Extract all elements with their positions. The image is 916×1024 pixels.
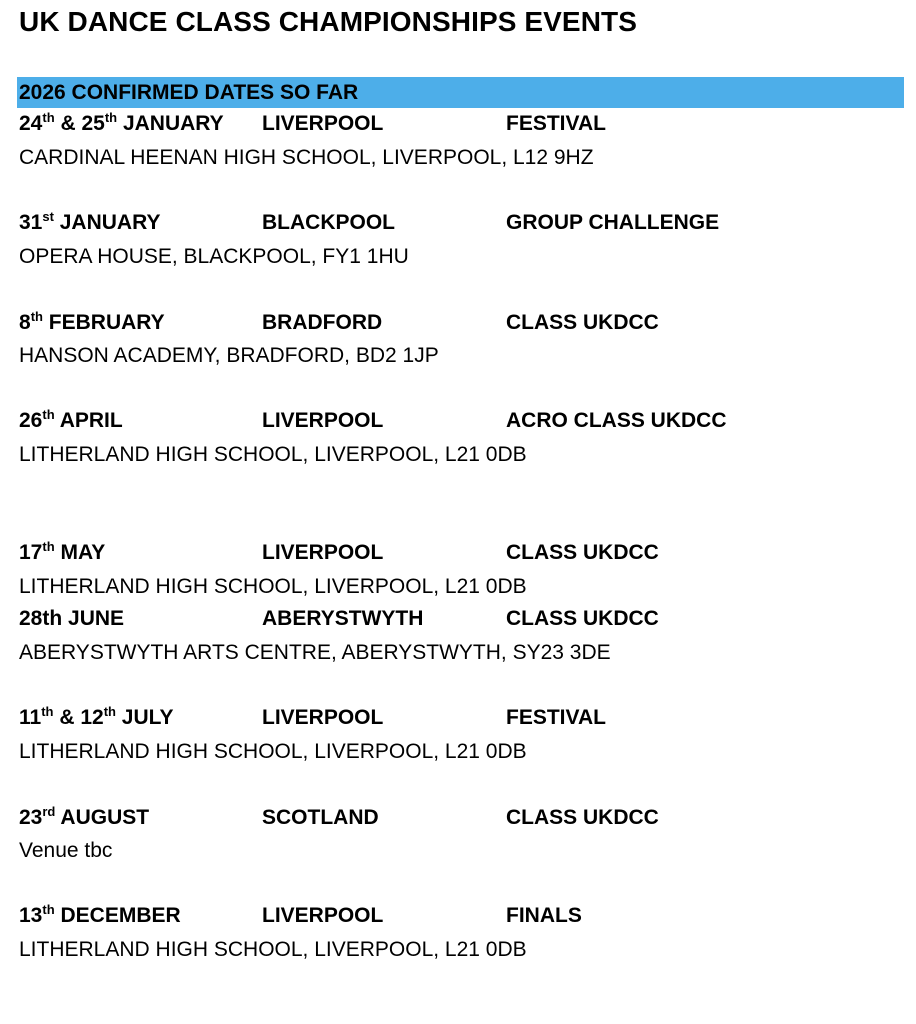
event-type: GROUP CHALLENGE [506, 211, 720, 234]
event-heading [19, 112, 899, 142]
event-city: LIVERPOOL [262, 904, 384, 927]
event-date: 23rd AUGUST [19, 804, 150, 829]
event-date: 28th JUNE [19, 607, 125, 630]
event-venue: OPERA HOUSE, BLACKPOOL, FY1 1HU [19, 245, 409, 268]
event-venue: CARDINAL HEENAN HIGH SCHOOL, LIVERPOOL, L12 9HZ [19, 146, 594, 169]
event-date: 17th MAY [19, 539, 106, 564]
event-date: 31st JANUARY [19, 209, 161, 234]
event-heading [19, 211, 899, 241]
page-title: UK DANCE CLASS CHAMPIONSHIPS EVENTS [19, 6, 638, 37]
event-heading [19, 904, 899, 934]
event-type: FESTIVAL [506, 706, 606, 729]
event-type: CLASS UKDCC [506, 607, 659, 630]
event-heading [19, 706, 899, 736]
event-city: LIVERPOOL [262, 112, 384, 135]
event-venue: HANSON ACADEMY, BRADFORD, BD2 1JP [19, 344, 439, 367]
event-venue: ABERYSTWYTH ARTS CENTRE, ABERYSTWYTH, SY23 3DE [19, 641, 611, 664]
event-city: LIVERPOOL [262, 706, 384, 729]
event-city: ABERYSTWYTH [262, 607, 424, 630]
event-date: 24th & 25th JANUARY [19, 110, 224, 135]
event-venue: Venue tbc [19, 839, 113, 862]
event-city: LIVERPOOL [262, 541, 384, 564]
event-type: ACRO CLASS UKDCC [506, 409, 727, 432]
event-venue: LITHERLAND HIGH SCHOOL, LIVERPOOL, L21 0DB [19, 575, 527, 598]
event-city: BLACKPOOL [262, 211, 395, 234]
event-type: CLASS UKDCC [506, 806, 659, 829]
event-venue: LITHERLAND HIGH SCHOOL, LIVERPOOL, L21 0DB [19, 443, 527, 466]
event-type: CLASS UKDCC [506, 311, 659, 334]
event-type: FINALS [506, 904, 582, 927]
event-venue: LITHERLAND HIGH SCHOOL, LIVERPOOL, L21 0DB [19, 740, 527, 763]
event-heading [19, 541, 899, 571]
event-date: 8th FEBRUARY [19, 309, 165, 334]
event-heading [19, 806, 899, 836]
event-venue: LITHERLAND HIGH SCHOOL, LIVERPOOL, L21 0DB [19, 938, 527, 961]
banner-text: 2026 CONFIRMED DATES SO FAR [19, 81, 359, 104]
confirmed-dates-banner [17, 77, 904, 108]
event-heading [19, 409, 899, 439]
event-type: CLASS UKDCC [506, 541, 659, 564]
event-city: BRADFORD [262, 311, 383, 334]
event-date: 13th DECEMBER [19, 902, 181, 927]
event-date: 11th & 12th JULY [19, 704, 174, 729]
event-date: 26th APRIL [19, 407, 123, 432]
event-heading [19, 607, 899, 637]
event-city: SCOTLAND [262, 806, 379, 829]
event-city: LIVERPOOL [262, 409, 384, 432]
event-heading [19, 311, 899, 341]
event-type: FESTIVAL [506, 112, 606, 135]
